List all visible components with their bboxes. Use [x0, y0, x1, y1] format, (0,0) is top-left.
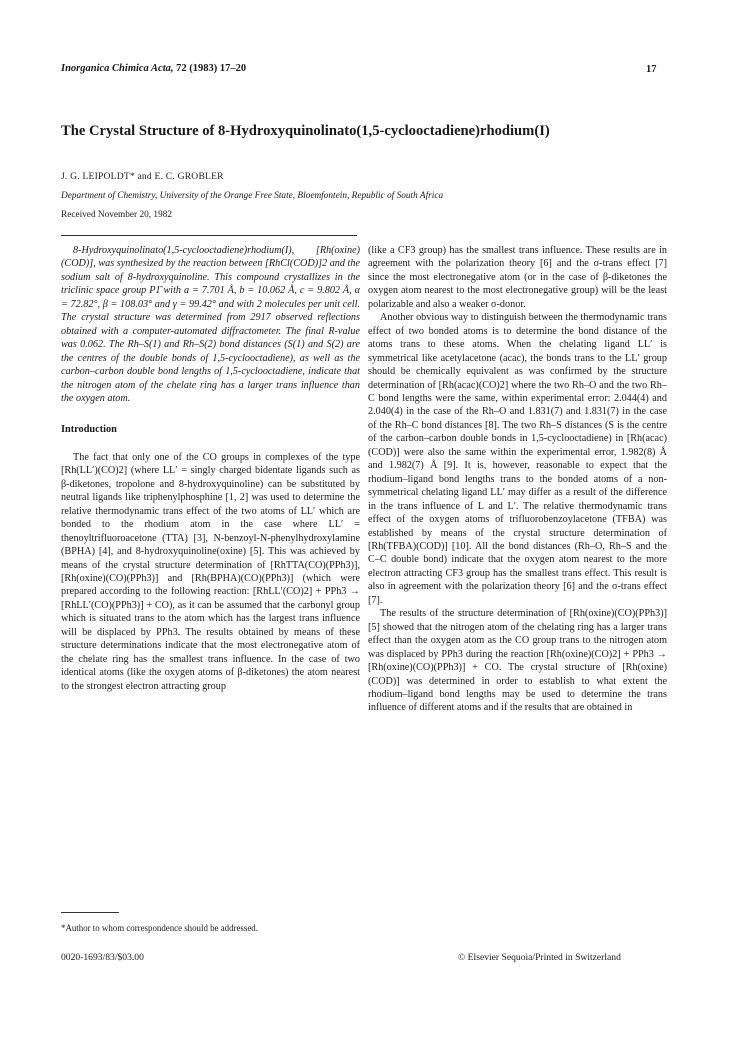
- journal-header: [61, 63, 246, 74]
- journal-volume: 72 (1983) 17–20: [176, 63, 247, 74]
- abstract: 8-Hydroxyquinolinato(1,5-cyclooctadiene)rhodium(I), [Rh(oxine)(COD)], was synthesized by the reaction between [RhCl(COD)]2 and the sodium salt of 8-hydroxyquinoline. This compound crystallizes in the triclinic space group P1̄ with a = 7.701 Å, b = 10.062 Å, c = 9.802 Å, α = 72.82°, β = 108.03° and γ = 99.42° and with 2 molecules per unit cell. The crystal structure was determined from 2917 observed reflections obtained with a computer-automated diffractometer. The final R-value was 0.062. The Rh–S(1) and Rh–S(2) bond distances (S(1) and S(2) are the centres of the double bonds of 1,5-cyclooctadiene), as well as the carbon–carbon double bond lengths of 1,5-cyclooctadiene, indicate that the nitrogen atom of the chelate ring has a larger trans influence than the oxygen atom.: [61, 245, 360, 404]
- copyright-notice: © Elsevier Sequoia/Printed in Switzerland: [458, 952, 621, 963]
- received-date: Received November 20, 1982: [61, 210, 173, 220]
- right-paragraph-1: (like a CF3 group) has the smallest trans influence. These results are in agreement with the polarization theory [6] and the σ-trans effect [7] since the most electronegative atom (or in the case of β-diketones the oxygen atom nearest to the most electronegative group) will be the least polarizable and also a weaker σ-donor.: [368, 245, 667, 310]
- footnote-rule: [61, 912, 119, 913]
- abstract-rule: [61, 235, 357, 236]
- affiliation: Department of Chemistry, University of the Orange Free State, Bloemfontein, Republic of South Africa: [61, 191, 444, 201]
- journal-name: Inorganica Chimica Acta,: [61, 63, 174, 74]
- right-column: [368, 244, 667, 715]
- section-heading-introduction: Introduction: [61, 424, 117, 436]
- issn-code: 0020-1693/83/$03.00: [61, 952, 144, 963]
- left-column: [61, 244, 360, 693]
- authors: J. G. LEIPOLDT* and E. C. GROBLER: [61, 171, 224, 182]
- right-paragraph-3: The results of the structure determination of [Rh(oxine)(CO)(PPh3)] [5] showed that the nitrogen atom of the chelating ring has a larger trans effect than the oxygen atom as the CO group trans to the nitrogen atom was displaced by PPh3 during the reaction [Rh(oxine)(CO)2] + PPh3 → [Rh(oxine)(CO)(PPh3)] + CO. The crystal structure of [Rh(oxine)(COD)] was determined in order to establish to what extent the rhodium–ligand bond lengths may be used to determine the trans influence of different atoms and if the results that are obtained in: [368, 608, 667, 714]
- article-title: The Crystal Structure of 8-Hydroxyquinolinato(1,5-cyclooctadiene)rhodium(I): [61, 123, 550, 139]
- right-paragraph-2: Another obvious way to distinguish between the thermodynamic trans effect of two bonded atoms is to determine the bond distance of the atoms trans to these atoms. When the chelating ligand LL′ is symmetrical like acetylacetone (acac), the bonds trans to the LL′ group should be chemically equivalent as was confirmed by the structure determination of [Rh(acac)(CO)2] where the two Rh–O and the two Rh–C bond lengths were the same, within experimental error: 2.044(4) and 2.040(4) in the case of the Rh–O and 1.831(7) and 1.831(7) in the case of the Rh–C bond distances [8]. The two Rh–S distances (S is the centre of the carbon–carbon double bonds in 1,5-cyclooctadiene) in [Rh(acac)(COD)] were also the same within the experimental error, 1.982(8) Å and 1.982(7) Å [9]. It is, however, reasonable to expect that the rhodium–ligand bond lengths trans to the bonded atoms of a non-symmetrical chelating ligand LL′ may differ as a result of the difference in the trans influence of L and L′. The relative thermodynamic trans effect of the oxygen atoms of trifluorobenzoylacetone (TFBA) was established by means of the crystal structure determination of [Rh(TFBA)(COD)] [10]. All the bond distances (Rh–O, Rh–S and the C–C double bond) indicate that the oxygen atom nearest to the more electron attracting CF3 group has the smallest trans effect. This result is also in agreement with the polarization theory [6] and the σ-trans effect [7].: [368, 312, 667, 606]
- footnote: *Author to whom correspondence should be addressed.: [61, 923, 258, 933]
- intro-paragraph-1: The fact that only one of the CO groups in complexes of the type [Rh(LL′)(CO)2] (where LL′ = singly charged bidentate ligands such as β-diketones, tropolone and 8-hydroxyquinoline) can be substituted by neutral ligands like triphenylphosphine [1, 2] was used to determine the relative thermodynamic trans effect of the two atoms of LL′ which are bonded to the rhodium atom in the case where LL′ = thenoyltrifluoroacetone (TTA) [3], N-benzoyl-N-phenylhydroxylamine (BPHA) [4], and 8-hydroxyquinoline(oxine) [5]. This was achieved by means of the crystal structure determination of [RhTTA(CO)(PPh3)], [Rh(oxine)(CO)(PPh3)] and [Rh(BPHA)(CO)(PPh3)] (which were prepared according to the following reaction: [RhLL′(CO)2] + PPh3 → [RhLL′(CO)(PPh3)] + CO), as it can be assumed that the carbonyl group which is situated trans to the atom which has the largest trans influence will be displaced by PPh3. The results obtained by means of these structure determinations indicate that the most electronegative atom of the chelate ring has the smallest trans influence. In the case of two identical atoms (like the oxygen atoms of β-diketones) the atom nearest to the strongest electron attracting group: [61, 451, 360, 692]
- page-number: 17: [646, 64, 657, 75]
